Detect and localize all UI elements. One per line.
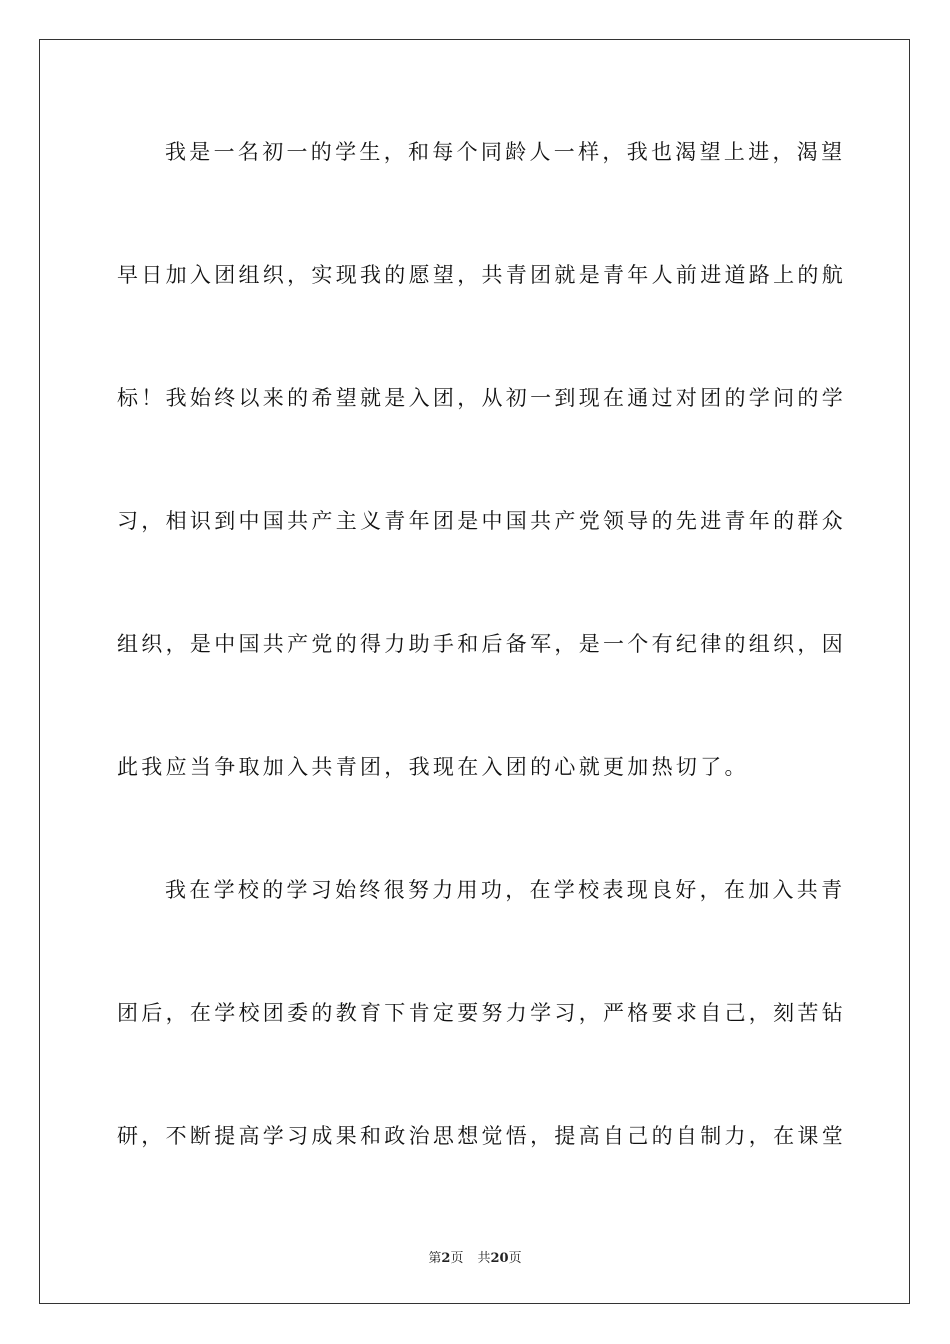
paragraph-1-line-1: 我是一名初一的学生，和每个同龄人一样，我也渴望上进，渴望	[165, 140, 846, 164]
page-prefix: 第	[428, 1251, 442, 1266]
paragraph-2-line-2: 团后，在学校团委的教育下肯定要努力学习，严格要求自己，刻苦钻	[117, 1001, 846, 1025]
total-prefix: 共	[477, 1251, 491, 1266]
page-number: 2	[441, 1251, 451, 1266]
page-border	[39, 39, 910, 1304]
paragraph-2-line-3: 研，不断提高学习成果和政治思想觉悟，提高自己的自制力，在课堂	[117, 1124, 846, 1148]
page-suffix: 页	[450, 1251, 464, 1266]
paragraph-1-line-5: 组织，是中国共产党的得力助手和后备军，是一个有纪律的组织，因	[117, 632, 846, 656]
paragraph-1-line-4: 习，相识到中国共产主义青年团是中国共产党领导的先进青年的群众	[117, 509, 846, 533]
total-pages: 20	[490, 1251, 509, 1266]
paragraph-1-line-3: 标！我始终以来的希望就是入团，从初一到现在通过对团的学问的学	[117, 386, 846, 410]
paragraph-1-line-2: 早日加入团组织，实现我的愿望，共青团就是青年人前进道路上的航	[117, 263, 846, 287]
total-suffix: 页	[508, 1251, 522, 1266]
paragraph-1-line-6: 此我应当争取加入共青团，我现在入团的心就更加热切了。	[117, 755, 749, 779]
paragraph-2-line-1: 我在学校的学习始终很努力用功，在学校表现良好，在加入共青	[165, 878, 846, 902]
page-footer	[0, 1247, 950, 1266]
